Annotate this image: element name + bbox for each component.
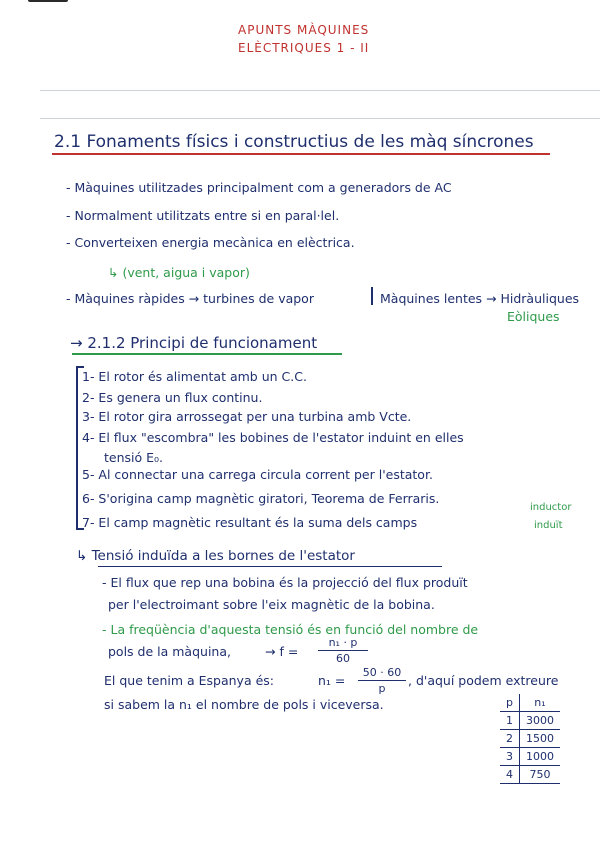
table-cell-p: 2: [500, 730, 520, 748]
table-row: [500, 712, 560, 730]
table-header-row: [500, 694, 560, 712]
bullet-1: - Màquines utilitzades principalment com a generadors de AC: [66, 180, 452, 195]
voltage-heading-underline: [98, 566, 442, 567]
spain-equation-lhs: n₁ =: [318, 673, 346, 688]
frequency-formula-numerator: n₁ · p: [328, 636, 358, 649]
table-row: [500, 766, 560, 784]
frequency-formula-denominator: 60: [336, 652, 350, 665]
side-note-induit: induït: [534, 520, 563, 531]
header-title-line1: APUNTS MÀQUINES: [238, 23, 370, 37]
ruled-line: [40, 90, 600, 91]
flux-paragraph-line1: - El flux que rep una bobina és la projecció del flux produït: [102, 575, 468, 590]
step-2: 2- Es genera un flux continu.: [82, 390, 263, 405]
side-note-inductor: inductor: [530, 502, 572, 513]
step-6: 6- S'origina camp magnètic giratori, Teorema de Ferraris.: [82, 491, 440, 506]
frequency-formula-fraction: [318, 636, 368, 665]
fraction-bar: [358, 680, 406, 681]
spain-paragraph-line1: El que tenim a Espanya és:: [104, 673, 275, 688]
subsection-heading-underline: [72, 353, 342, 355]
energy-sources-note: ↳ (vent, aigua i vapor): [108, 265, 250, 280]
frequency-formula-lhs: → f =: [265, 644, 299, 659]
step-4-cont: tensió E₀.: [104, 450, 164, 465]
subsection-heading: → 2.1.2 Principi de funcionament: [70, 334, 318, 352]
table-header-n1: n₁: [520, 694, 561, 712]
table-cell-p: 3: [500, 748, 520, 766]
table-cell-n1: 750: [520, 766, 561, 784]
table-row: [500, 748, 560, 766]
spain-equation-fraction: [358, 666, 406, 695]
step-3: 3- El rotor gira arrossegat per una turbina amb Vcte.: [82, 409, 412, 424]
poles-speed-table: [500, 694, 560, 784]
separator-bar: [371, 287, 373, 305]
fraction-bar: [318, 650, 368, 651]
slow-machines: Màquines lentes → Hidràuliques: [380, 291, 580, 306]
table-cell-n1: 1000: [520, 748, 561, 766]
spain-equation-numerator: 50 · 60: [362, 666, 402, 679]
spain-paragraph-line1b: , d'aquí podem extreure: [408, 673, 559, 688]
page-corner-mark: [28, 0, 68, 2]
bullet-3: - Converteixen energia mecànica en elèctrica.: [66, 235, 355, 250]
frequency-paragraph-line2: pols de la màquina,: [108, 644, 231, 659]
step-4: 4- El flux "escombra" les bobines de l'estator induint en elles: [82, 430, 464, 445]
ruled-line: [40, 118, 600, 119]
spain-paragraph-line2: si sabem la n₁ el nombre de pols i viceversa.: [104, 697, 384, 712]
table-cell-n1: 1500: [520, 730, 561, 748]
section-heading-underline: [52, 153, 550, 155]
fast-machines: - Màquines ràpides → turbines de vapor: [66, 291, 314, 306]
step-1: 1- El rotor és alimentat amb un C.C.: [82, 369, 307, 384]
frequency-paragraph-line1: - La freqüència d'aquesta tensió és en funció del nombre de: [102, 622, 479, 637]
table-cell-p: 1: [500, 712, 520, 730]
table-header-p: p: [500, 694, 520, 712]
section-heading: 2.1 Fonaments físics i constructius de les màq síncrones: [54, 132, 534, 152]
flux-paragraph-line2: per l'electroimant sobre l'eix magnètic de la bobina.: [108, 597, 435, 612]
slow-machines-eoliques: Eòliques: [507, 309, 560, 324]
header-title-line2: ELÈCTRIQUES 1 - II: [238, 41, 370, 55]
step-5: 5- Al connectar una carrega circula corrent per l'estator.: [82, 467, 433, 482]
table-row: [500, 730, 560, 748]
table-cell-n1: 3000: [520, 712, 561, 730]
voltage-heading: ↳ Tensió induïda a les bornes de l'estator: [76, 548, 355, 564]
table-cell-p: 4: [500, 766, 520, 784]
step-7: 7- El camp magnètic resultant és la suma dels camps: [82, 515, 418, 530]
bullet-2: - Normalment utilitzats entre si en paral·lel.: [66, 208, 340, 223]
spain-equation-denominator: p: [378, 682, 386, 695]
